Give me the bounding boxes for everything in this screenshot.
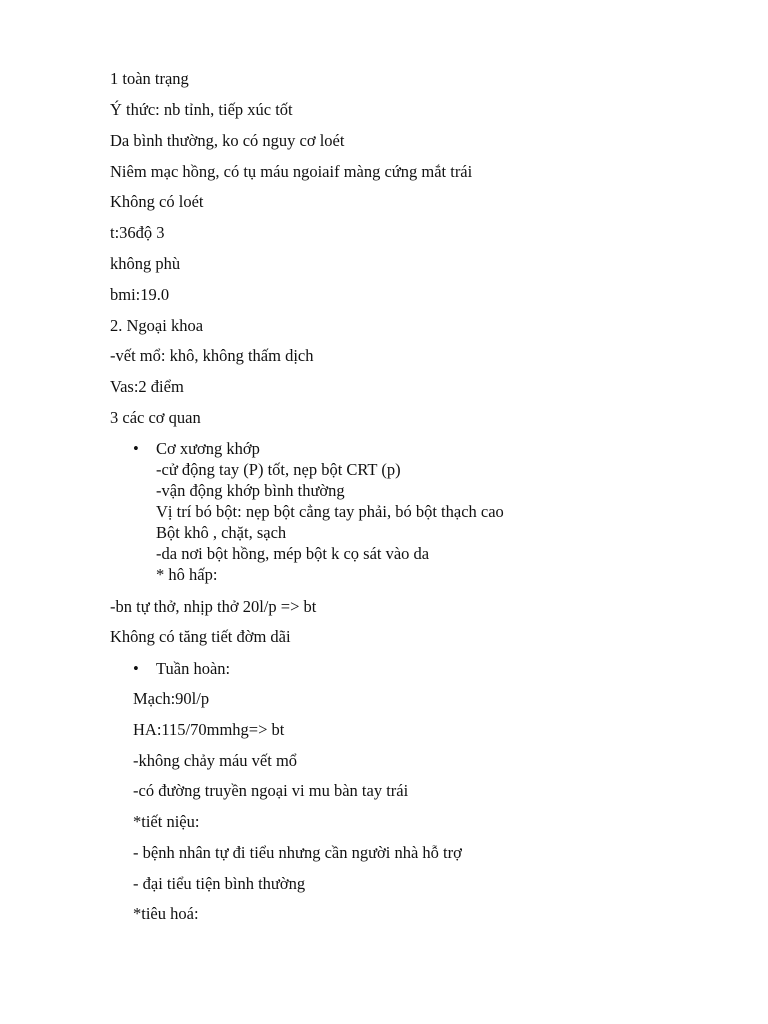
- paragraph: Niêm mạc hồng, có tụ máu ngoiaif màng cứng mắt trái: [110, 162, 473, 181]
- paragraph: 1 toàn trạng: [110, 69, 189, 88]
- paragraph: Mạch:90l/p: [133, 689, 210, 708]
- section-heading: *tiết niệu:: [133, 812, 200, 831]
- list-line: * hô hấp:: [156, 565, 218, 584]
- section-heading: 2. Ngoại khoa: [110, 316, 204, 335]
- paragraph: -có đường truyền ngoại vi mu bàn tay trái: [133, 781, 409, 800]
- paragraph: -bn tự thở, nhịp thở 20l/p => bt: [110, 597, 317, 616]
- paragraph: Ý thức: nb tỉnh, tiếp xúc tốt: [110, 100, 293, 119]
- list-line: Vị trí bó bột: nẹp bột cẳng tay phải, bó bột thạch cao: [156, 502, 504, 521]
- list-line: -da nơi bột hồng, mép bột k cọ sát vào da: [156, 544, 430, 563]
- paragraph: -không chảy máu vết mổ: [133, 751, 298, 770]
- bullet-icon: •: [133, 439, 139, 458]
- paragraph: bmi:19.0: [110, 285, 170, 304]
- bullet-content: [156, 658, 230, 679]
- paragraph: không phù: [110, 254, 181, 273]
- paragraph: - đại tiểu tiện bình thường: [133, 874, 306, 893]
- list-line: Bột khô , chặt, sạch: [156, 523, 287, 542]
- bullet-icon: •: [133, 659, 139, 678]
- paragraph: Vas:2 điểm: [110, 377, 184, 396]
- bullet-content: [156, 438, 504, 585]
- list-line: -cử động tay (P) tốt, nẹp bột CRT (p): [156, 460, 401, 479]
- paragraph: t:36độ 3: [110, 223, 165, 242]
- paragraph: Không có loét: [110, 192, 204, 211]
- paragraph: -vết mổ: khô, không thấm dịch: [110, 346, 314, 365]
- section-heading: *tiêu hoá:: [133, 904, 199, 923]
- list-line: -vận động khớp bình thường: [156, 481, 345, 500]
- list-line: Tuần hoàn:: [156, 659, 231, 678]
- section-heading: 3 các cơ quan: [110, 408, 201, 427]
- paragraph: Không có tăng tiết đờm dãi: [110, 627, 291, 646]
- list-line: Cơ xương khớp: [156, 439, 260, 458]
- paragraph: Da bình thường, ko có nguy cơ loét: [110, 131, 345, 150]
- paragraph: - bệnh nhân tự đi tiểu nhưng cần người nhà hỗ trợ: [133, 843, 462, 862]
- paragraph: HA:115/70mmhg=> bt: [133, 720, 285, 739]
